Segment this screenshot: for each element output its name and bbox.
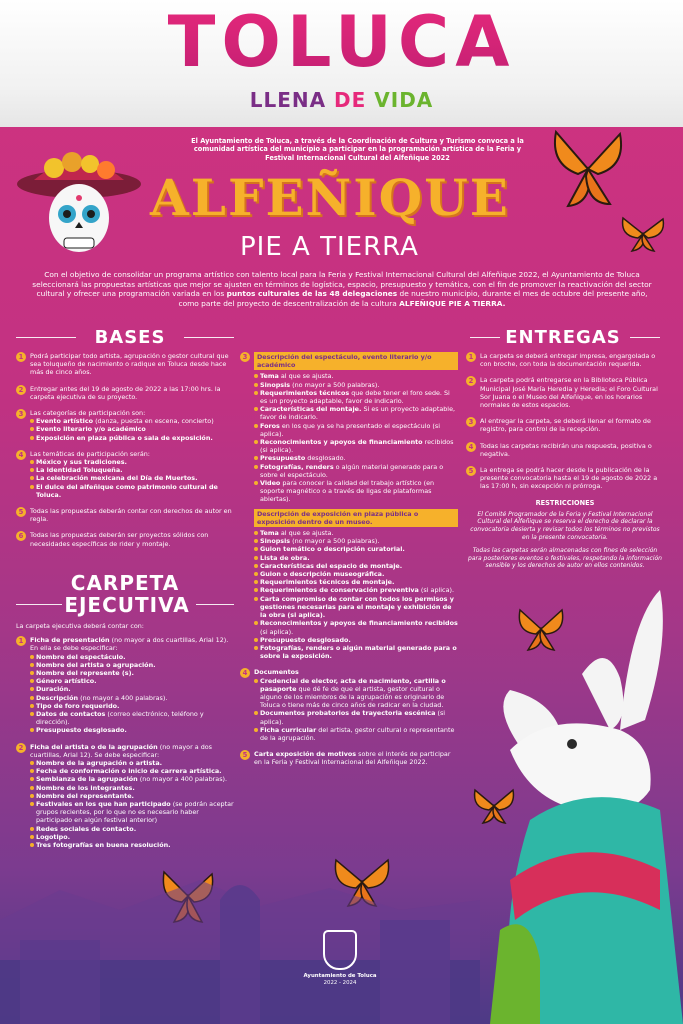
entregas-item-text: La carpeta se deberá entregar impresa, engargolada o con broche, con toda la documentación requerida. <box>480 352 656 369</box>
lead-bold-1: puntos culturales de las 48 delegaciones <box>226 289 398 299</box>
item-number: 5 <box>16 507 26 517</box>
lead-part-1: Con el objetivo de consolidar un programa artístico con talento local para la Feria y Festival Internacional Cultural del Alfeñique 2022, el Ayuntamiento de Toluca seleccionará las propuestas artísticas que mejor se ajusten en términos de logística, espacio, presupuesto y temática, con el fin de promover la reactivación del sector cultural y ofrecer una programación variada en los <box>32 270 652 299</box>
bases-item-text: Podrá participar todo artista, agrupación o gestor cultural que sea toluqueño de nacimiento o radique en Toluca desde hace más de cinco años. <box>30 352 229 377</box>
toluca-logo: TOLUCA <box>167 1 516 83</box>
bases-item <box>16 352 234 377</box>
item-number: 6 <box>16 531 26 541</box>
bullet: Tres fotografías en buena resolución. <box>30 841 234 849</box>
bullet: Festivales en los que han participado (se podrán aceptar grupos recientes, por lo que no es necesario haber participado en algún festival anterior) <box>30 800 234 825</box>
bases-item <box>16 450 234 499</box>
entregas-item <box>466 376 664 409</box>
restriction-text: El Comité Programador de la Feria y Festival Internacional Cultural del Alfeñique se reserva el derecho de declarar la convocatoria desierta y revisar todos los términos no previstos en la presente convocatoria. <box>470 510 660 541</box>
item-number: 1 <box>466 352 476 362</box>
footer-org: Ayuntamiento de Toluca <box>303 973 377 979</box>
bullet: Tipo de foro requerido. <box>30 702 234 710</box>
page-title: ALFEÑIQUE <box>150 168 510 227</box>
item-number: 3 <box>466 417 476 427</box>
carpeta-item <box>240 668 458 742</box>
carpeta-item <box>240 352 458 660</box>
entregas-heading: ENTREGAS <box>505 327 621 348</box>
bullet: Guion o descripción museográfica. <box>254 570 458 578</box>
bullet: La celebración mexicana del Día de Muertos. <box>30 474 234 482</box>
item-number: 1 <box>16 636 26 646</box>
bullet: Requerimientos técnicos de montaje. <box>254 578 458 586</box>
bullet: La identidad Toluqueña. <box>30 466 234 474</box>
bullet: Reconocimientos y apoyos de financiamiento recibidos (si aplica). <box>254 438 458 454</box>
intro-text: El Ayuntamiento de Toluca, a través de la Coordinación de Cultura y Turismo convoca a la comunidad artística del municipio a participar en la programación artística de la Feria y Festival Internacional Cultural del Alfeñique 2022 <box>191 137 524 162</box>
bullet: Sinopsis (no mayor a 500 palabras). <box>254 381 458 389</box>
page-subtitle: PIE A TIERRA <box>240 232 419 262</box>
tagline-word-1: LLENA <box>249 88 335 112</box>
entregas-rule-left <box>470 337 500 338</box>
bullet: Características del montaje. Si es un proyecto adaptable, favor de indicarlo. <box>254 405 458 421</box>
tagline-word-2: DE <box>334 88 375 112</box>
lead-bold-2: ALFEÑIQUE PIE A TIERRA. <box>399 298 506 308</box>
ayuntamiento-seal <box>290 930 390 987</box>
entregas-rule-right <box>630 337 660 338</box>
bullet: Documentos probatorios de trayectoria escénica (si aplica). <box>254 709 458 725</box>
carpeta-item <box>16 636 234 734</box>
bullet: Fotografías, renders o algún material generado para o sobre el espectáculo. <box>254 463 458 479</box>
entregas-item-text: La entrega se podrá hacer desde la publicación de la presente convocatoria hasta el 19 de agosto de 2022 a las 17:00 h, sin excepción ni prórroga. <box>480 466 658 491</box>
bullet: Reconocimientos y apoyos de financiamiento recibidos (si aplica). <box>254 619 458 635</box>
entregas-item-text: Todas las carpetas recibirán una respuesta, positiva o negativa. <box>480 441 652 458</box>
bullet: Descripción (no mayor a 400 palabras). <box>30 694 234 702</box>
item-number: 4 <box>240 668 250 678</box>
bullet: Logotipo. <box>30 833 234 841</box>
bullet: Tema al que se ajusta. <box>254 372 458 380</box>
item-number: 4 <box>16 450 26 460</box>
carpeta-intro: La carpeta ejecutiva deberá contar con: <box>16 622 144 630</box>
bases-item <box>16 409 234 442</box>
item-number: 3 <box>16 409 26 419</box>
entregas-item <box>466 466 664 491</box>
bullet: Fecha de conformación o inicio de carrera artística. <box>30 767 234 775</box>
lead-paragraph <box>26 270 658 308</box>
city-silhouette <box>0 860 480 1024</box>
item-number: 5 <box>240 750 250 760</box>
bullet: Presupuesto desglosado. <box>254 454 458 462</box>
bases-item-text: Las temáticas de participación serán: <box>30 449 150 458</box>
entregas-item-text: Al entregar la carpeta, se deberá llenar el formato de registro, para control de la recepción. <box>480 417 651 434</box>
entregas-item <box>466 442 664 458</box>
bases-heading: BASES <box>94 327 166 348</box>
bullet: Credencial de elector, acta de nacimiento, cartilla o pasaporte que dé fe de que el artista, gestor cultural o alguno de los miembros de la agrupación es originario de Toluca o tiene más de cinco años de radicar en la ciudad. <box>254 677 458 710</box>
bullet: Presupuesto desglosado. <box>254 636 458 644</box>
bases-rule-left <box>16 337 76 338</box>
bullet: Ficha curricular del artista, gestor cultural o representante de la agrupación. <box>254 726 458 742</box>
bullet: Fotografías, renders o algún material generado para o sobre la exposición. <box>254 644 458 660</box>
bullet: Nombre de la agrupación o artista. <box>30 759 234 767</box>
bullet: Presupuesto desglosado. <box>30 726 234 734</box>
entregas-item <box>466 352 664 368</box>
bullet: Nombre del representante. <box>30 792 234 800</box>
bullet: El dulce del alfeñique como patrimonio cultural de Toluca. <box>30 483 234 499</box>
bases-item <box>16 507 234 523</box>
bullet: Evento literario y/o académico <box>30 425 234 433</box>
carpeta-item-text: Ficha de presentación (no mayor a dos cuartillas, Arial 12). En ella se debe especificar: <box>30 636 229 653</box>
bullet: Requerimientos técnicos que debe tener el foro sede. Si es un proyecto adaptable, favor de indicarlo. <box>254 389 458 405</box>
carpeta-column <box>16 622 234 857</box>
bullet: Video para conocer la calidad del trabajo artístico (en soporte magnético o a través de ligas de plataformas abiertas). <box>254 479 458 504</box>
bases-item-text: Todas las propuestas deberán ser proyectos sólidos con necesidades específicas de rider y montaje. <box>30 531 209 548</box>
restrictions-title: RESTRICCIONES <box>535 498 595 507</box>
documents-title: Documentos <box>254 668 299 677</box>
bases-rule-right <box>184 337 234 338</box>
bullet: México y sus tradiciones. <box>30 458 234 466</box>
bullet: Redes sociales de contacto. <box>30 825 234 833</box>
carpeta-item <box>16 743 234 850</box>
bullet: Sinopsis (no mayor a 500 palabras). <box>254 537 458 545</box>
bases-item-text: Las categorías de participación son: <box>30 409 146 418</box>
butterfly-illustration-small <box>620 214 666 254</box>
bullet: Tema al que se ajusta. <box>254 529 458 537</box>
bullet: Nombre de los integrantes. <box>30 784 234 792</box>
bullet: Evento artístico (danza, puesta en escena, concierto) <box>30 417 234 425</box>
bullet: Duración. <box>30 685 234 693</box>
category-label: Descripción de exposición en plaza pública o exposición dentro de un museo. <box>254 509 458 527</box>
carpeta-heading-line-1: CARPETA <box>70 571 180 595</box>
footer-years: 2022 - 2024 <box>323 980 357 986</box>
bullet: Foros en los que ya se ha presentado el espectáculo (si aplica). <box>254 422 458 438</box>
bullet: Nombre del artista o agrupación. <box>30 661 234 669</box>
bullet: Requerimientos de conservación preventiva (si aplica). <box>254 586 458 594</box>
bullet: Semblanza de la agrupación (no mayor a 400 palabras). <box>30 775 234 783</box>
category-label: Descripción del espectáculo, evento literario y/o académico <box>254 352 458 370</box>
butterfly-illustration-mid <box>516 604 566 654</box>
bases-item-text: Entregar antes del 19 de agosto de 2022 a las 17:00 hrs. la carpeta ejecutiva de su proyecto. <box>30 384 221 401</box>
carpeta-item-text: Ficha del artista o de la agrupación (no mayor a dos cuartillas, Arial 12). Se debe especificar: <box>30 742 212 759</box>
item-number: 2 <box>466 376 476 386</box>
item-number: 4 <box>466 442 476 452</box>
bases-item <box>16 385 234 401</box>
bullet: Datos de contactos (correo electrónico, teléfono y dirección). <box>30 710 234 726</box>
bases-item-text: Todas las propuestas deberán contar con derechos de autor en regla. <box>30 507 232 524</box>
item-number: 3 <box>240 352 250 362</box>
bullet: Guion temático o descripción curatorial. <box>254 545 458 553</box>
carpeta-item-text: Carta exposición de motivos sobre el interés de participar en la Feria y Festival Internacional del Alfeñique 2022. <box>254 750 451 767</box>
item-number: 1 <box>16 352 26 362</box>
bases-item <box>16 531 234 547</box>
entregas-item <box>466 417 664 433</box>
tagline-word-3: VIDA <box>374 88 434 112</box>
coat-of-arms-icon <box>323 930 357 970</box>
middle-column <box>240 352 458 775</box>
bases-column <box>16 352 234 556</box>
bullet: Lista de obra. <box>254 554 458 562</box>
item-number: 5 <box>466 466 476 476</box>
restriction-text: Todas las carpetas serán almacenadas con fines de selección para posteriores eventos o festivales, respetando la información sensible y los derechos de autor en ellos contenidos. <box>468 547 662 570</box>
bullet: Características del espacio de montaje. <box>254 562 458 570</box>
carpeta-heading-line-2: EJECUTIVA <box>64 593 190 617</box>
carpeta-rule-right <box>196 604 234 605</box>
entregas-item-text: La carpeta podrá entregarse en la Biblioteca Pública Municipal José María Heredia y Heredia; el Foro Cultural Sor Juana o el Museo del Alfeñique, en los horarios normales de estos espacios. <box>480 376 658 410</box>
carpeta-item <box>240 750 458 766</box>
bullet: Nombre del espectáculo. <box>30 653 234 661</box>
item-number: 2 <box>16 385 26 395</box>
catrina-skull-illustration <box>14 146 144 270</box>
bullet: Nombre del represente (s). <box>30 669 234 677</box>
bullet: Género artístico. <box>30 677 234 685</box>
bullet: Exposición en plaza pública o sala de exposición. <box>30 434 234 442</box>
bullet: Carta compromiso de contar con todos los permisos y gestiones necesarias para el montaje y exhibición de la obra (si aplica). <box>254 595 458 620</box>
carpeta-rule-left <box>16 604 62 605</box>
butterfly-illustration-top <box>548 124 628 214</box>
butterfly-illustration-right <box>472 786 516 826</box>
tagline <box>0 88 683 112</box>
lead-part-2: de nuestro municipio, durante el mes de octubre del presente año, como parte del proyecto de descentralización de la cultura <box>178 289 648 308</box>
entregas-column <box>466 352 664 576</box>
item-number: 2 <box>16 743 26 753</box>
